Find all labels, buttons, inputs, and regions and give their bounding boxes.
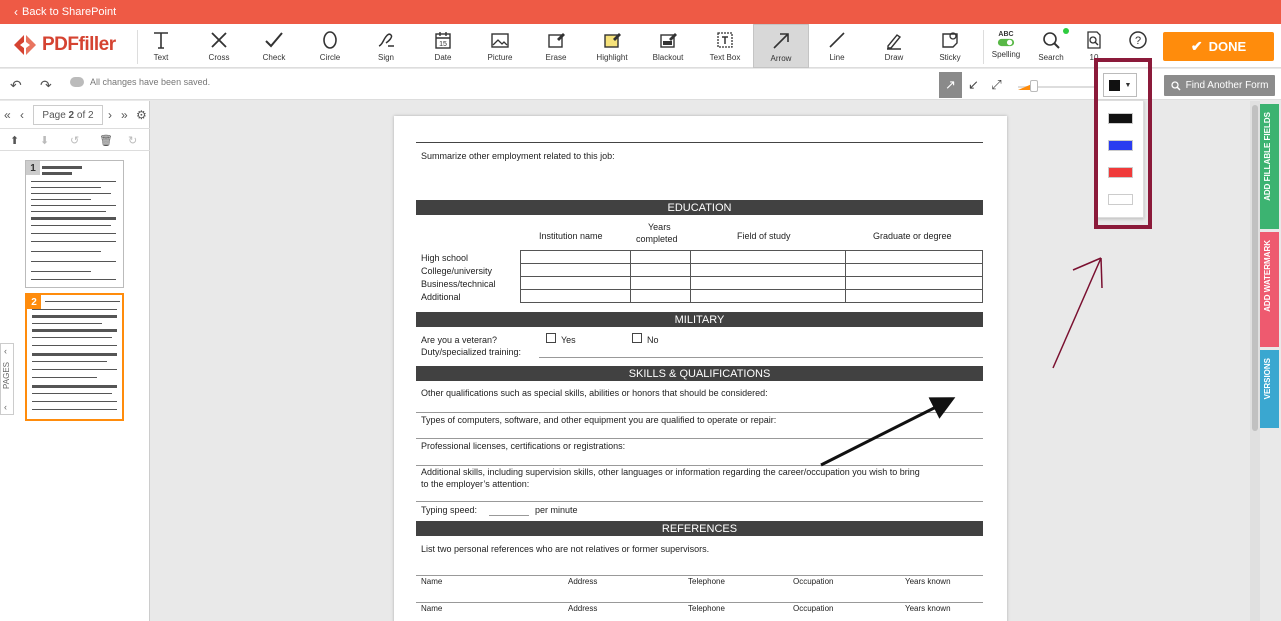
tool-check[interactable] — [246, 24, 302, 68]
save-status — [70, 77, 210, 87]
thumb-line — [32, 323, 102, 324]
scrollbar-thumb[interactable] — [1252, 105, 1258, 431]
tool-label: Circle — [319, 53, 341, 62]
skills-q4b: to the employer’s attention: — [421, 479, 530, 489]
help-icon — [1128, 30, 1148, 50]
ref-col-occupation: Occupation — [793, 604, 834, 613]
side-tab-label: ADD FILLABLE FIELDS — [1263, 112, 1272, 201]
tool-draw[interactable] — [866, 24, 922, 68]
skills-q2: Types of computers, software, and other equipment you are qualified to operate or repair: — [421, 415, 777, 425]
no-label: No — [647, 335, 659, 345]
tool-erase[interactable] — [528, 24, 584, 68]
svg-text:15: 15 — [439, 41, 447, 48]
skills-q3-line[interactable] — [416, 465, 983, 466]
thumb-line — [31, 241, 116, 242]
total-pages: 2 — [88, 109, 94, 121]
tool-arrow[interactable] — [753, 24, 809, 68]
ref-col-name: Name — [421, 604, 443, 613]
first-page-icon[interactable]: « — [4, 108, 11, 122]
picture-icon — [490, 30, 510, 50]
erase-icon — [546, 30, 566, 50]
tool-text[interactable] — [133, 24, 189, 68]
pdffiller-logo-icon — [12, 33, 38, 57]
thumb-line — [31, 279, 116, 280]
tool-textbox[interactable] — [697, 24, 753, 68]
skills-q4a: Additional skills, including supervision skills, other languages or information regarding the career/occupation you wish to bring — [421, 467, 920, 477]
tool-blackout[interactable] — [640, 24, 696, 68]
ref-col-name: Name — [421, 577, 443, 586]
check-icon — [264, 30, 284, 50]
tool-label: Text Box — [709, 53, 741, 62]
page-thumbnail-1[interactable] — [25, 160, 124, 288]
thumb-line — [32, 369, 117, 370]
no-checkbox[interactable] — [632, 333, 642, 343]
row-high-school: High school — [421, 253, 469, 263]
page-indicator[interactable] — [33, 105, 103, 125]
tool-label: Cross — [208, 53, 230, 62]
done-label: DONE — [1208, 39, 1247, 54]
arrow-icon — [771, 31, 791, 51]
side-tab-label: ADD WATERMARK — [1263, 240, 1272, 312]
arrow-style-reverse-icon[interactable]: ↙ — [968, 77, 979, 92]
tool-circle[interactable] — [302, 24, 358, 68]
tool-label: Picture — [487, 53, 513, 62]
references-title: REFERENCES — [661, 522, 738, 535]
tool-label: Erase — [545, 53, 567, 62]
chevron-left-icon: ‹ — [4, 346, 7, 356]
save-status-text: All changes have been saved. — [90, 77, 211, 87]
date-icon — [433, 30, 453, 50]
tool-date[interactable] — [415, 24, 471, 68]
thumb-line — [32, 361, 107, 362]
draw-icon — [884, 30, 904, 50]
find-another-form-button[interactable] — [1164, 75, 1275, 96]
thumb-line — [31, 225, 111, 226]
ref-col-occupation: Occupation — [793, 577, 834, 586]
move-up-icon[interactable]: ⬆ — [10, 135, 20, 147]
pages-tab[interactable] — [0, 343, 14, 415]
search-icon — [1171, 81, 1181, 91]
prev-page-icon[interactable]: ‹ — [20, 108, 24, 122]
col-degree: Graduate or degree — [873, 231, 952, 241]
current-page: 2 — [68, 109, 75, 121]
comment-icon — [70, 77, 84, 87]
side-tab-label: VERSIONS — [1263, 358, 1272, 400]
tool-label: Sign — [377, 53, 394, 62]
add-fillable-fields-tab[interactable] — [1260, 104, 1279, 229]
chevron-left-icon: ‹ — [4, 402, 7, 412]
skills-q1-line[interactable] — [416, 412, 983, 413]
text-icon — [151, 30, 171, 50]
tool-label: Sticky — [939, 53, 961, 62]
refresh-icon[interactable]: ↻ — [128, 135, 138, 147]
page-thumbnail-2[interactable] — [25, 293, 124, 421]
thickness-slider[interactable] — [1018, 84, 1098, 90]
references-header — [416, 521, 983, 536]
sticky-icon — [940, 30, 960, 50]
spelling-badge: ABC — [998, 31, 1014, 38]
tool-label: Search — [1038, 53, 1064, 62]
col-years: Years — [648, 222, 671, 232]
check-icon: ✔ — [1190, 38, 1203, 54]
move-down-icon[interactable]: ⬇ — [40, 135, 50, 147]
gear-icon[interactable]: ⚙ — [136, 108, 147, 122]
thumb-line — [31, 233, 116, 234]
thumb-line — [31, 261, 116, 262]
reference-line[interactable] — [416, 602, 983, 603]
tool-sign[interactable] — [358, 24, 414, 68]
document-scrollbar[interactable] — [1250, 101, 1260, 621]
add-watermark-tab[interactable] — [1260, 232, 1279, 347]
thumb-line — [32, 337, 112, 338]
back-link[interactable]: Back to SharePoint — [22, 6, 117, 18]
arrow-style-double-icon[interactable]: ⤢ — [991, 77, 1002, 92]
tool-highlight[interactable] — [584, 24, 640, 68]
ref-col-address: Address — [568, 577, 598, 586]
thumb-line — [45, 301, 120, 302]
rotate-icon[interactable]: ↺ — [70, 135, 80, 147]
circle-icon — [320, 30, 340, 50]
find-form-label: Find Another Form — [1185, 80, 1269, 91]
arrow-style-single-icon[interactable]: ↗ — [939, 72, 962, 98]
of-label: of — [76, 109, 86, 121]
ref-col-telephone: Telephone — [688, 577, 725, 586]
thumb-line — [31, 205, 116, 206]
ref-col-years: Years known — [905, 577, 951, 586]
line-icon — [827, 30, 847, 50]
thumb-line — [32, 309, 117, 310]
redo-icon[interactable]: ↷ — [40, 77, 52, 93]
thumb-line — [32, 393, 112, 394]
veteran-label: Are you a veteran? — [421, 335, 498, 345]
skills-q3: Professional licenses, certifications or registrations: — [421, 441, 626, 451]
military-header — [416, 312, 983, 327]
yes-checkbox[interactable] — [546, 333, 556, 343]
document-viewport — [151, 101, 1251, 621]
yes-label: Yes — [561, 335, 576, 345]
thumb-line — [32, 315, 117, 318]
summarize-label: Summarize other employment related to this job: — [421, 151, 615, 161]
versions-tab[interactable] — [1260, 350, 1279, 428]
col-field: Field of study — [737, 231, 791, 241]
typing-field-line[interactable] — [489, 515, 529, 516]
cross-icon — [209, 30, 229, 50]
thumb-line — [42, 172, 72, 175]
document-page[interactable] — [394, 116, 1007, 621]
thumb-line — [31, 187, 101, 188]
tool-sticky[interactable] — [922, 24, 978, 68]
pdffiller-logo — [12, 33, 116, 57]
sign-icon — [376, 30, 396, 50]
tool-label: Date — [434, 53, 452, 62]
thumbnail-number: 2 — [27, 295, 41, 309]
references-intro: List two personal references who are not relatives or former supervisors. — [421, 544, 710, 554]
thumb-line — [31, 217, 116, 220]
thumb-line — [32, 329, 117, 332]
next-page-icon[interactable]: › — [108, 108, 112, 122]
thumb-line — [31, 271, 91, 272]
page-actions — [0, 129, 150, 151]
toggle-icon — [997, 38, 1015, 47]
chevron-left-icon: ‹ — [14, 5, 18, 19]
tool-label: Text — [153, 53, 169, 62]
page-navigator — [0, 101, 150, 129]
thumb-line — [31, 251, 101, 252]
per-minute-label: per minute — [535, 505, 578, 515]
skills-q2-line[interactable] — [416, 438, 983, 439]
tool-label: Line — [829, 53, 845, 62]
tool-label: 10 — [1089, 53, 1099, 62]
tool-label: Arrow — [770, 54, 792, 63]
thumb-line — [32, 409, 117, 410]
education-header — [416, 200, 983, 215]
reference-line[interactable] — [416, 575, 983, 576]
thumb-line — [32, 377, 97, 378]
col-institution: Institution name — [539, 231, 603, 241]
typing-label: Typing speed: — [421, 505, 478, 515]
thumb-line — [31, 181, 116, 182]
tool-label: Highlight — [596, 53, 628, 62]
row-business: Business/technical — [421, 279, 496, 289]
thumb-line — [31, 193, 111, 194]
thumb-line — [32, 401, 117, 402]
logo-text: PDFfiller — [42, 34, 116, 55]
dropdown-arrow-icon: ▼ — [1124, 81, 1132, 89]
col-completed: completed — [636, 234, 678, 244]
tool-label: Spelling — [991, 50, 1021, 59]
skills-q1: Other qualifications such as special skills, abilities or honors that should be considered: — [421, 388, 768, 398]
done-button[interactable] — [1163, 32, 1274, 61]
tool-label: Blackout — [652, 53, 684, 62]
last-page-icon[interactable]: » — [121, 108, 128, 122]
main-toolbar — [0, 24, 1281, 68]
education-title: EDUCATION — [667, 201, 732, 214]
ref-col-address: Address — [568, 604, 598, 613]
thumb-line — [31, 199, 91, 200]
tool-cross[interactable] — [191, 24, 247, 68]
pages-panel — [0, 101, 150, 621]
tool-line[interactable] — [809, 24, 865, 68]
thumb-line — [32, 385, 117, 388]
back-to-sharepoint-bar[interactable] — [0, 0, 1281, 24]
ref-col-years: Years known — [905, 604, 951, 613]
pages-tab-label: PAGES — [2, 362, 11, 389]
ref-col-telephone: Telephone — [688, 604, 725, 613]
thumb-line — [32, 353, 117, 356]
delete-icon[interactable]: 🗑 — [99, 135, 113, 147]
duty-field-line[interactable] — [539, 357, 983, 358]
thumb-line — [32, 345, 117, 346]
tool-label: Check — [262, 53, 286, 62]
blackout-icon — [658, 30, 678, 50]
thumb-line — [31, 211, 106, 212]
education-table[interactable] — [520, 250, 984, 304]
tool-picture[interactable] — [472, 24, 528, 68]
highlight-icon — [602, 30, 622, 50]
page-label: Page — [42, 109, 66, 121]
row-college: College/university — [421, 266, 493, 276]
thumb-line — [42, 166, 82, 169]
thumbnail-number: 1 — [26, 161, 40, 175]
zoom-icon — [1084, 30, 1104, 50]
tool-label: Draw — [884, 53, 904, 62]
military-title: MILITARY — [674, 313, 725, 326]
skills-title: SKILLS & QUALIFICATIONS — [628, 367, 771, 380]
search-icon — [1041, 30, 1061, 50]
duty-label: Duty/specialized training: — [421, 347, 522, 357]
row-additional: Additional — [421, 292, 461, 302]
skills-header — [416, 366, 983, 381]
svg-text:?: ? — [1134, 35, 1142, 47]
undo-icon[interactable]: ↶ — [10, 77, 22, 93]
textbox-icon — [715, 30, 735, 50]
skills-q4-line[interactable] — [416, 501, 983, 502]
slider-knob[interactable] — [1030, 80, 1038, 92]
doc-rule — [416, 142, 983, 143]
